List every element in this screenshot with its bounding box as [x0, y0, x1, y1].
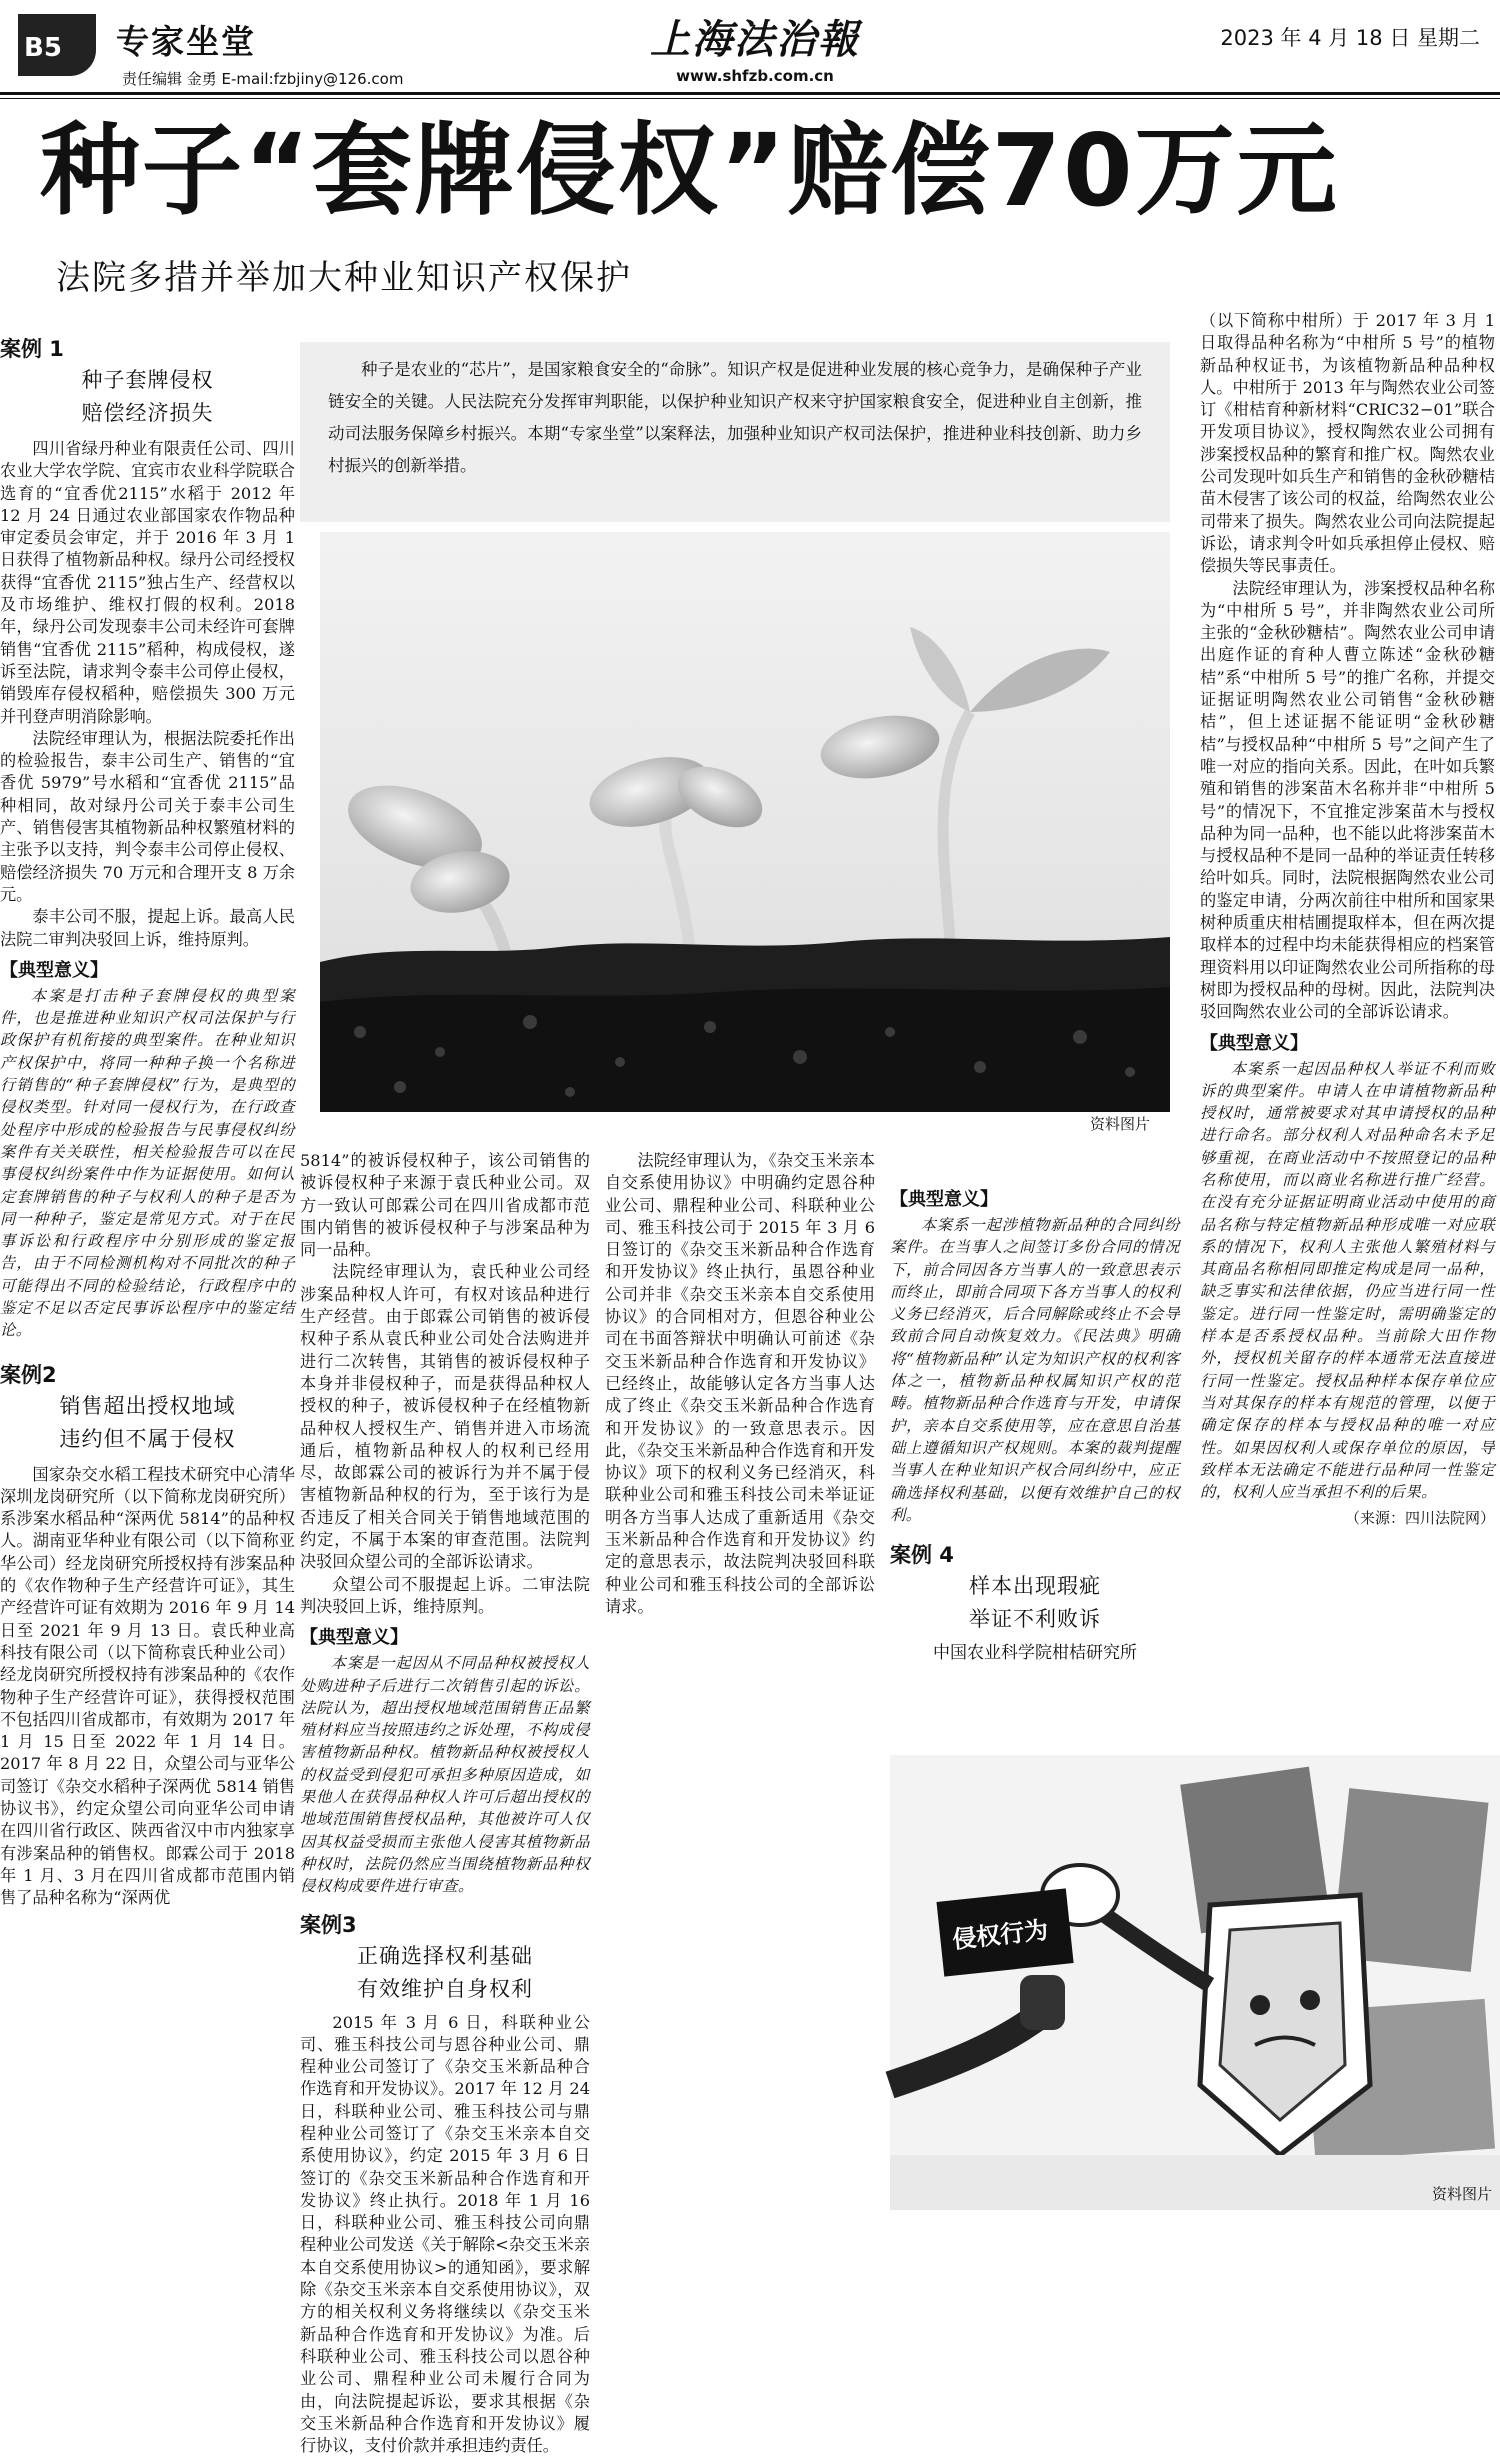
case3-title-line1: 正确选择权利基础: [300, 1940, 590, 1973]
editor-line: 责任编辑 金勇 E-mail:fzbjiny@126.com: [122, 68, 403, 89]
case3-paragraph: 法院经审理认为，《杂交玉米亲本自交系使用协议》中明确约定恩谷种业公司、鼎程种业公司、科联种业公司、雅玉科技公司于 2015 年 3 月 6 日签订的《杂交玉米新品种合作选育和开发协议》终止执行，虽恩谷种业公司并非《杂交玉米亲本自交系使用协议》的合同相对方，但恩谷种业公司在书面答辩状中明确认可前述《杂交玉米新品种合作选育和开发协议》已经终止，故能够认定各方当事人达成了终止《杂交玉米新品种合作选育和开发协议》的一致意思表示。因此，《杂交玉米新品种合作选育和开发协议》项下的权利义务已经消灭，科联种业公司和雅玉科技公司未举证证明各方当事人达成了重新适用《杂交玉米新品种合作选育和开发协议》约定的意思表示，故法院判决驳回科联种业公司和雅玉科技公司的全部诉讼请求。: [605, 1150, 875, 1618]
cartoon-caption: 资料图片: [1432, 2183, 1492, 2204]
cartoon-sign-text: 侵权行为: [950, 1910, 1049, 1955]
case2-label: 案例2: [0, 1360, 295, 1390]
page-header-left: [18, 14, 618, 90]
cartoon-drawing: [890, 1755, 1500, 2210]
column-3: [605, 1150, 875, 2225]
case4-institution: 中国农业科学院柑桔研究所: [890, 1642, 1180, 1664]
headline: 种子“套牌侵权”赔偿70万元: [40, 112, 1339, 230]
page-number: 5: [44, 33, 62, 63]
case1-paragraph: 法院经审理认为，根据法院委托作出的检验报告，泰丰公司生产、销售的“宜香优 5979”号水稻和“宜香优 2115”品种相同，故对绿丹公司关于泰丰公司生产、销售侵害其植物新品种权繁殖材料的主张予以支持，判令泰丰公司停止侵权、赔偿经济损失 70 万元和合理开支 8 万余元。: [0, 728, 295, 906]
case4-title-line1: 样本出现瑕疵: [890, 1570, 1180, 1603]
case2-paragraph: 法院经审理认为，袁氏种业公司经涉案品种权人许可，有权对该品种进行生产经营。由于郎霖公司销售的被诉侵权种子系从袁氏种业公司处合法购进并进行二次转售，其销售的被诉侵权种子本身并非侵权种子，而是获得品种权人授权的种子，被诉侵权种子在经植物新品种权人授权生产、销售并进入市场流通后，植物新品种权人的权利已经用尽，故郎霖公司的被诉行为并不属于侵害植物新品种权的行为，至于该行为是否违反了相关合同关于销售地域范围的约定，不属于本案的审查范围。法院判决驳回众望公司的全部诉讼请求。: [300, 1261, 590, 1573]
header-rule: [0, 92, 1500, 95]
case1-label: 案例 1: [0, 334, 295, 364]
issue-date: 2023 年 4 月 18 日 星期二: [1220, 22, 1480, 52]
case2-paragraph: 众望公司不服提起上诉。二审法院判决驳回上诉，维持原判。: [300, 1574, 590, 1619]
case4-label: 案例 4: [890, 1540, 1180, 1570]
column-4: [890, 1180, 1180, 1750]
cartoon-illustration: [890, 1755, 1500, 2210]
case2-significance: 本案是一起因从不同品种权被授权人处购进种子后进行二次销售引起的诉讼。法院认为，超出授权地域范围销售正品繁殖材料应当按照违约之诉处理，不构成侵害植物新品种权。植物新品种权被授权人的权益受到侵犯可承担多种原因造成，如果他人在获得品种权人许可后超出授权的地域范围销售授权品种，其他被许可人仅因其权益受损而主张他人侵害其植物新品种权时，法院仍然应当围绕植物新品种权侵权构成要件进行审查。: [300, 1652, 590, 1897]
paper-website: www.shfzb.com.cn: [640, 67, 870, 85]
masthead: [640, 8, 870, 85]
case4-significance: 本案系一起因品种权人举证不利而败诉的典型案件。申请人在申请植物新品种授权时，通常被要求对其申请授权的品种进行命名。部分权利人对品种命名未予足够重视，在商业活动中不按照登记的品种名称使用，而以商业名称进行推广经营。在没有充分证据证明商业活动中使用的商品名称与特定植物新品种形成唯一对应联系的情况下，权利人主张他人繁殖材料与其商品名称相同即推定构成是同一品种，缺乏事实和法律依据，仍应当进行同一性鉴定。进行同一性鉴定时，需明确鉴定的样本是否系授权品种。当前除大田作物外，授权机关留存的样本通常无法直接进行同一性鉴定。授权品种样本保存单位应当对其保存的样本有规范的管理，以便于确定保存的样本与授权品种的唯一对应性。如果因权利人或保存单位的原因，导致样本无法确定不能进行品种同一性鉴定的，权利人应当承担不利的后果。: [1200, 1058, 1495, 1504]
case1-title-line2: 赔偿经济损失: [0, 397, 295, 430]
case2-title-line2: 违约但不属于侵权: [0, 1423, 295, 1456]
photo-caption: 资料图片: [1090, 1113, 1150, 1134]
case3-title-line2: 有效维护自身权利: [300, 1973, 590, 2006]
case3-significance: 本案系一起涉植物新品种的合同纠纷案件。在当事人之间签订多份合同的情况下，前合同因各方当事人的一致意思表示而终止，即前合同项下各方当事人的权利义务已经消灭，后合同解除或终止不会导致前合同自动恢复效力。《民法典》明确将“植物新品种”认定为知识产权的权利客体之一，植物新品种权属知识产权的范畴。植物新品种合作选育与开发，申请保护，亲本自交系使用等，应在意思自治基础上遵循知识产权规则。本案的裁判提醒当事人在种业知识产权合同纠纷中，应正确选择权利基础，以便有效维护自己的权利。: [890, 1214, 1180, 1526]
header-rule-thin: [0, 98, 1500, 99]
column-5: [1200, 310, 1495, 1750]
case1-title-line1: 种子套牌侵权: [0, 364, 295, 397]
case2-paragraph: 5814”的被诉侵权种子，该公司销售的被诉侵权种子来源于袁氏种业公司。双方一致认可郎霖公司在四川省成都市范围内销售的被诉侵权种子与涉案品种为同一品种。: [300, 1150, 590, 1261]
seedling-photo-image: [320, 532, 1170, 1112]
paper-name: 上海法治報: [640, 8, 870, 65]
case1-significance-title: 【典型意义】: [0, 957, 295, 985]
page-number-badge: [18, 14, 96, 76]
page-letter: B: [24, 33, 44, 63]
case2-significance-title: 【典型意义】: [300, 1624, 590, 1652]
case4-paragraph: （以下简称中柑所）于 2017 年 3 月 1 日取得品种名称为“中柑所 5 号”的植物新品种权证书，为该植物新品种品种权人。中柑所于 2013 年与陶然农业公司签订《柑桔育种新材料“CRIC32−01”联合开发项目协议》，授权陶然农业公司拥有涉案授权品种的繁育和推广权。陶然农业公司发现叶如兵生产和销售的金秋砂糖桔苗木侵害了该公司的权益，给陶然农业公司带来了损失。陶然农业公司向法院提起诉讼，请求判令叶如兵承担停止侵权、赔偿损失等民事责任。: [1200, 310, 1495, 578]
section-name: 专家坐堂: [116, 16, 256, 63]
case2-title-line1: 销售超出授权地域: [0, 1390, 295, 1423]
article-source: （来源：四川法院网）: [1200, 1507, 1495, 1529]
case3-label: 案例3: [300, 1910, 590, 1940]
column-1: [0, 330, 295, 2225]
case1-paragraph: 泰丰公司不服，提起上诉。最高人民法院二审判决驳回上诉，维持原判。: [0, 906, 295, 951]
column-2: [300, 1150, 590, 2225]
case4-significance-title: 【典型意义】: [1200, 1030, 1495, 1058]
case1-paragraph: 四川省绿丹种业有限责任公司、四川农业大学农学院、宜宾市农业科学院联合选育的“宜香优2115”水稻于 2012 年 12 月 24 日通过农业部国家农作物品种审定委员会审定，并于 2016 年 3 月 1 日获得了植物新品种权。绿丹公司经授权获得“宜香优 2115”独占生产、经营权以及市场维护、维权打假的权利。2018 年，绿丹公司发现泰丰公司未经许可套牌销售“宜香优 2115”稻种，构成侵权，遂诉至法院，请求判令泰丰公司停止侵权，销毁库存侵权稻种，赔偿损失 300 万元并刊登声明消除影响。: [0, 438, 295, 728]
case3-paragraph: 2015 年 3 月 6 日，科联种业公司、雅玉科技公司与恩谷种业公司、鼎程种业公司签订了《杂交玉米新品种合作选育和开发协议》。2017 年 12 月 24 日，科联种业公司、雅玉科技公司与鼎程种业公司签订了《杂交玉米亲本自交系使用协议》，约定 2015 年 3 月 6 日签订的《杂交玉米新品种合作选育和开发协议》终止执行。2018 年 1 月 16 日，科联种业公司、雅玉科技公司向鼎程种业公司发送《关于解除<杂交玉米亲本自交系使用协议>的通知函》，要求解除《杂交玉米亲本自交系使用协议》，双方的相关权利义务将继续以《杂交玉米新品种合作选育和开发协议》为准。后科联种业公司、雅玉科技公司以恩谷种业公司、鼎程种业公司未履行合同为由，向法院提起诉讼，要求其根据《杂交玉米新品种合作选育和开发协议》履行协议，支付价款并承担违约责任。: [300, 2012, 590, 2457]
case4-paragraph: 法院经审理认为，涉案授权品种名称为“中柑所 5 号”，并非陶然农业公司所主张的“金秋砂糖桔”。陶然农业公司申请出庭作证的育种人曹立陈述“金秋砂糖桔”系“中柑所 5 号”的推广名称，并提交证据证明陶然农业公司销售“金秋砂糖桔”，但上述证据不能证明“金秋砂糖桔”与授权品种“中柑所 5 号”之间产生了唯一对应的指向关系。因此，在叶如兵繁殖和销售的涉案苗木名称并非“中柑所 5 号”的情况下，不宜推定涉案苗木与授权品种为同一品种，也不能以此将涉案苗木与授权品种不是同一品种的举证责任转移给叶如兵。同时，法院根据陶然农业公司的鉴定申请，分两次前往中柑所和国家果树种质重庆柑桔圃提取样本，但在两次提取样本的过程中均未能获得相应的档案管理资料用以印证陶然农业公司所指称的母树即为授权品种的母树。因此，法院判决驳回陶然农业公司的全部诉讼请求。: [1200, 578, 1495, 1024]
case3-significance-title: 【典型意义】: [890, 1186, 1180, 1214]
case1-significance: 本案是打击种子套牌侵权的典型案件，也是推进种业知识产权司法保护与行政保护有机衔接的典型案件。在种业知识产权保护中，将同一种种子换一个名称进行销售的“种子套牌侵权”行为，是典型的侵权类型。针对同一侵权行为，在行政查处程序中形成的检验报告与民事侵权纠纷案件有关关联性，相关检验报告可以在民事侵权纠纷案件中作为证据使用。如何认定套牌销售的种子与权利人的种子是否为同一种种子，鉴定是常见方式。对于在民事诉讼和行政程序中分别形成的鉴定报告，由于不同检测机构对不同批次的种子可能得出不同的检验结论，行政程序中的鉴定不足以否定民事诉讼程序中的鉴定结论。: [0, 985, 295, 1342]
intro-box: 种子是农业的“芯片”，是国家粮食安全的“命脉”。知识产权是促进种业发展的核心竞争力，是确保种子产业链安全的关键。人民法院充分发挥审判职能，以保护种业知识产权来守护国家粮食安全，促进种业自主创新，推动司法服务保障乡村振兴。本期“专家坐堂”以案释法，加强种业知识产权司法保护，推进种业科技创新、助力乡村振兴的创新举措。: [300, 342, 1170, 522]
case4-title-line2: 举证不利败诉: [890, 1603, 1180, 1636]
seedling-photo: [320, 532, 1170, 1112]
case2-paragraph: 国家杂交水稻工程技术研究中心清华深圳龙岗研究所（以下简称龙岗研究所）系涉案水稻品种“深两优 5814”的品种权人。湖南亚华种业有限公司（以下简称亚华公司）经龙岗研究所授权持有涉案品种的《农作物种子生产经营许可证》，其生产经营许可证有效期为 2016 年 9 月 14 日至 2021 年 9 月 13 日。袁氏种业高科技有限公司（以下简称袁氏种业公司）经龙岗研究所授权持有涉案品种的《农作物种子生产经营许可证》，获得授权范围不包括四川省成都市，有效期为 2017 年 1 月 15 日至 2022 年 1 月 14 日。2017 年 8 月 22 日，众望公司与亚华公司签订《杂交水稻种子深两优 5814 销售协议书》，约定众望公司向亚华公司申请在四川省行政区、陕西省汉中市内独家享有涉案品种的销售权。郎霖公司于 2018 年 1 月、3 月在四川省成都市范围内销售了品种名称为“深两优: [0, 1464, 295, 1910]
subheadline: 法院多措并举加大种业知识产权保护: [56, 250, 632, 299]
